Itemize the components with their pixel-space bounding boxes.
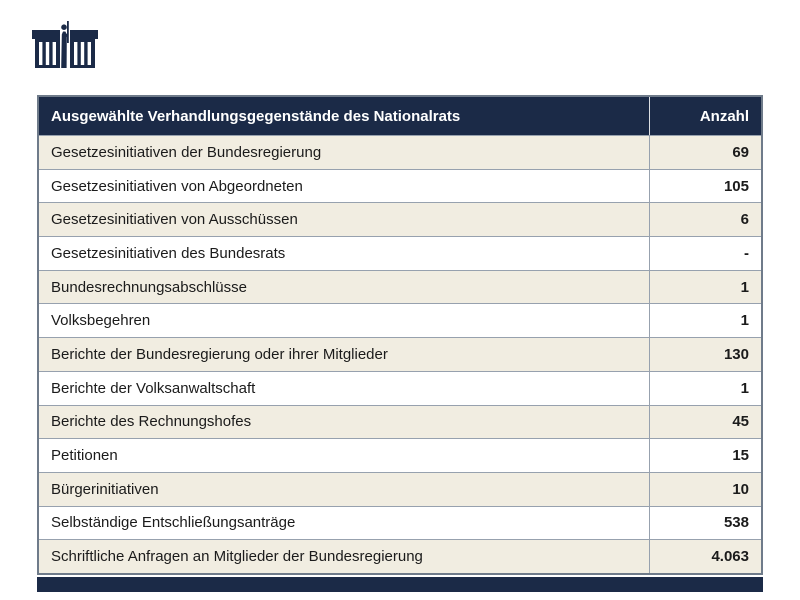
row-label: Gesetzesinitiativen von Abgeordneten <box>51 177 303 195</box>
row-value: 10 <box>649 473 761 506</box>
table-row <box>39 236 761 270</box>
row-label: Gesetzesinitiativen des Bundesrats <box>51 244 286 262</box>
row-value: 4.063 <box>649 540 761 573</box>
row-label: Bürgerinitiativen <box>51 480 159 498</box>
table-row <box>39 405 761 439</box>
table-row <box>39 169 761 203</box>
row-value: 69 <box>649 136 761 169</box>
row-value: 45 <box>649 406 761 439</box>
table-row <box>39 472 761 506</box>
row-label: Berichte der Bundesregierung oder ihrer Mitglieder <box>51 345 388 363</box>
statistics-table <box>37 95 763 575</box>
parliament-building-icon <box>32 21 98 71</box>
row-value: - <box>649 237 761 270</box>
row-label: Petitionen <box>51 447 118 465</box>
table-row <box>39 337 761 371</box>
table-header-count: Anzahl <box>649 97 761 135</box>
row-value: 105 <box>649 170 761 203</box>
row-label: Schriftliche Anfragen an Mitglieder der Bundesregierung <box>51 548 423 566</box>
table-row <box>39 202 761 236</box>
parliament-logo <box>32 21 98 71</box>
row-label: Gesetzesinitiativen von Ausschüssen <box>51 211 298 229</box>
row-value: 130 <box>649 338 761 371</box>
row-label: Selbständige Entschließungsanträge <box>51 514 296 532</box>
table-header-row <box>39 97 761 135</box>
table-row <box>39 135 761 169</box>
table-body <box>39 135 761 573</box>
table-row <box>39 506 761 540</box>
row-value: 1 <box>649 271 761 304</box>
table-row <box>39 371 761 405</box>
table-row <box>39 438 761 472</box>
row-value: 1 <box>649 372 761 405</box>
footer-bar <box>37 577 763 592</box>
row-label: Volksbegehren <box>51 312 151 330</box>
row-value: 1 <box>649 304 761 337</box>
row-label: Berichte des Rechnungshofes <box>51 413 252 431</box>
table-header-subject: Ausgewählte Verhandlungsgegenstände des Nationalrats <box>51 107 461 125</box>
row-label: Bundesrechnungsabschlüsse <box>51 278 247 296</box>
row-label: Gesetzesinitiativen der Bundesregierung <box>51 143 322 161</box>
row-value: 538 <box>649 507 761 540</box>
table-row <box>39 539 761 573</box>
row-value: 15 <box>649 439 761 472</box>
table-row <box>39 303 761 337</box>
row-value: 6 <box>649 203 761 236</box>
table-row <box>39 270 761 304</box>
row-label: Berichte der Volksanwaltschaft <box>51 379 256 397</box>
